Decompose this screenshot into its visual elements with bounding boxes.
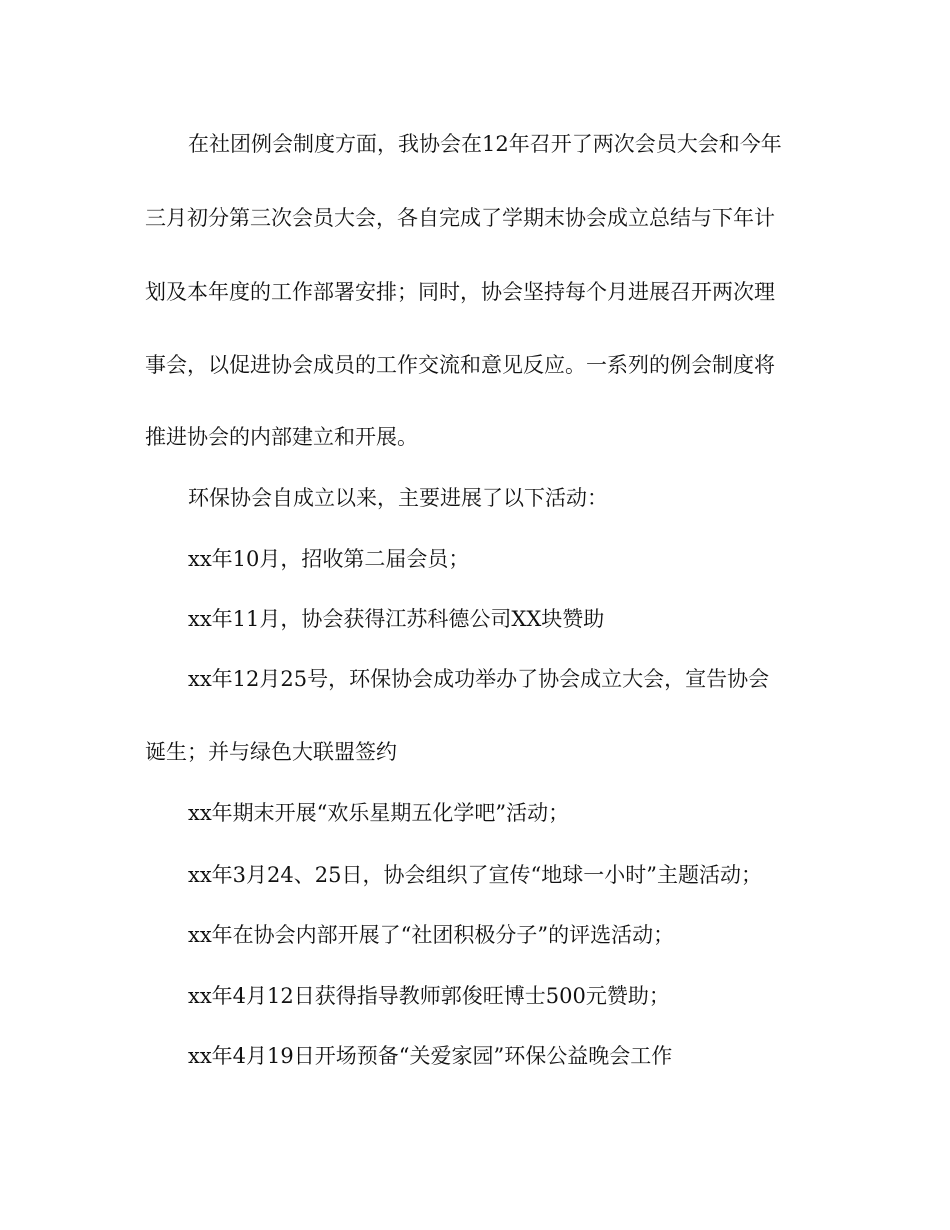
paragraph-line: 三月初分第三次会员大会，各自完成了学期末协会成立总结与下年计 [145, 206, 775, 230]
list-item-continuation: 诞生；并与绿色大联盟签约 [145, 740, 397, 764]
list-item: xx年11月，协会获得江苏科德公司XX块赞助 [188, 607, 605, 631]
paragraph-line: 在社团例会制度方面，我协会在12年召开了两次会员大会和今年 [188, 132, 782, 156]
list-item: xx年在协会内部开展了“社团积极分子”的评选活动； [188, 923, 675, 947]
paragraph-line: 划及本年度的工作部署安排；同时，协会坚持每个月进展召开两次理 [145, 280, 775, 304]
paragraph-line: 推进协会的内部建立和开展。 [145, 425, 418, 449]
list-item: xx年4月12日获得指导教师郭俊旺博士500元赞助； [188, 984, 670, 1008]
list-item: xx年10月，招收第二届会员； [188, 547, 470, 571]
paragraph-line: 环保协会自成立以来，主要进展了以下活动： [188, 486, 608, 510]
list-item: xx年4月19日开场预备“关爱家园”环保公益晚会工作 [188, 1044, 673, 1068]
list-item: xx年期末开展“欢乐星期五化学吧”活动； [188, 801, 570, 825]
list-item: xx年3月24、25日，协会组织了宣传“地球一小时”主题活动； [188, 863, 762, 887]
list-item: xx年12月25号，环保协会成功举办了协会成立大会，宣告协会 [188, 667, 770, 691]
paragraph-line: 事会，以促进协会成员的工作交流和意见反应。一系列的例会制度将 [145, 353, 775, 377]
